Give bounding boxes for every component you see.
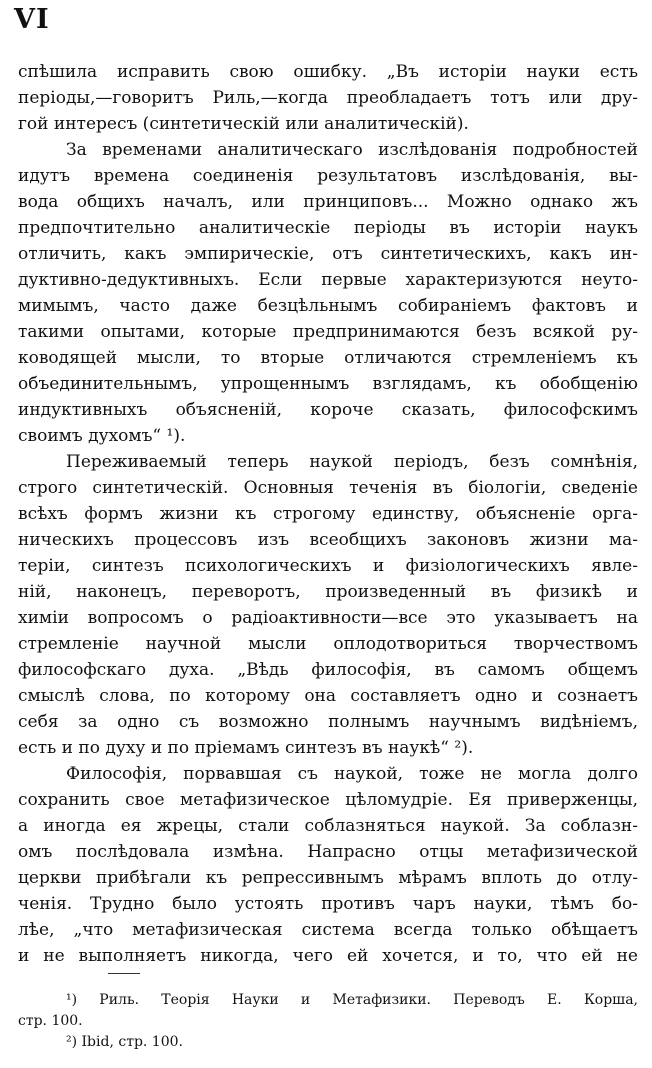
text-line: такими опытами, которые предпринимаются безъ всякой ру- bbox=[18, 322, 638, 342]
text-line: ководящей мысли, то вторые отличаются стремленіемъ къ bbox=[18, 348, 638, 368]
text-line: и не выполняетъ никогда, чего ей хочется, и то, что ей не bbox=[18, 946, 638, 966]
text-line: предпочтительно аналитическіе періоды въ исторіи наукъ bbox=[18, 218, 638, 238]
body-text bbox=[18, 59, 638, 969]
text-line: объединительнымъ, упрощеннымъ взглядамъ, къ обобщенію bbox=[18, 374, 638, 394]
text-line: лѣе, „что метафизическая система всегда только обѣщаетъ bbox=[18, 920, 638, 940]
footnote bbox=[18, 1032, 638, 1053]
text-line: вода общихъ началъ, или принциповъ... Можно однако жъ bbox=[18, 192, 638, 212]
footnote-separator bbox=[108, 973, 140, 974]
text-line: идутъ времена соединенія результатовъ изслѣдованія, вы- bbox=[18, 166, 638, 186]
text-line: Философія, порвавшая съ наукой, тоже не могла долго bbox=[66, 764, 638, 784]
text-line: За временами аналитическаго изслѣдованія подробностей bbox=[66, 140, 638, 160]
text-line: отличить, какъ эмпирическіе, отъ синтетическихъ, какъ ин- bbox=[18, 244, 638, 264]
text-line: церкви прибѣгали къ репрессивнымъ мѣрамъ вплоть до отлу- bbox=[18, 868, 638, 888]
text-line: химіи вопросомъ о радіоактивности—все это указываетъ на bbox=[18, 608, 638, 628]
text-line: а иногда ея жрецы, стали соблазняться наукой. За соблазн- bbox=[18, 816, 638, 836]
text-line: теріи, синтезъ психологическихъ и физіологическихъ явле- bbox=[18, 556, 638, 576]
text-line: ній, наконецъ, переворотъ, произведенный въ физикѣ и bbox=[18, 582, 638, 602]
paragraph bbox=[18, 761, 638, 969]
text-line: стремленіе научной мысли оплодотвориться творчествомъ bbox=[18, 634, 638, 654]
text-line: Переживаемый теперь наукой періодъ, безъ сомнѣнія, bbox=[66, 452, 638, 472]
text-line: есть и по духу и по пріемамъ синтезъ въ наукѣ“ ²). bbox=[18, 738, 474, 758]
text-line: строго синтетическій. Основныя теченія въ біологіи, сведеніе bbox=[18, 478, 638, 498]
footnote-line: ¹) Риль. Теорія Науки и Метафизики. Переводъ Е. Корша, bbox=[66, 992, 638, 1008]
paragraph bbox=[18, 449, 638, 761]
footnote bbox=[18, 990, 638, 1032]
footnotes bbox=[18, 990, 638, 1053]
page-number: VI bbox=[14, 4, 50, 35]
text-line: ченія. Трудно было устоять противъ чаръ науки, тѣмъ бо- bbox=[18, 894, 638, 914]
footnote-line: стр. 100. bbox=[18, 1013, 83, 1029]
text-line: омъ послѣдовала измѣна. Напрасно отцы метафизической bbox=[18, 842, 638, 862]
paragraph bbox=[18, 137, 638, 449]
text-line: періоды,—говоритъ Риль,—когда преобладаетъ тотъ или дру- bbox=[18, 88, 638, 108]
text-line: гой интересъ (синтетическій или аналитическій). bbox=[18, 114, 469, 134]
text-line: спѣшила исправить свою ошибку. „Въ исторіи науки есть bbox=[18, 62, 638, 82]
text-line: дуктивно-дедуктивныхъ. Если первые характеризуются неуто- bbox=[18, 270, 638, 290]
footnote-line: ²) Ibid, стр. 100. bbox=[66, 1034, 183, 1050]
text-line: смыслѣ слова, по которому она составляетъ одно и сознаетъ bbox=[18, 686, 638, 706]
text-line: ническихъ процессовъ изъ всеобщихъ законовъ жизни ма- bbox=[18, 530, 638, 550]
text-line: себя за одно съ возможно полнымъ научнымъ видѣніемъ, bbox=[18, 712, 638, 732]
paragraph bbox=[18, 59, 638, 137]
text-line: своимъ духомъ“ ¹). bbox=[18, 426, 186, 446]
text-line: индуктивныхъ объясненій, короче сказать, философскимъ bbox=[18, 400, 638, 420]
text-line: всѣхъ формъ жизни къ строгому единству, объясненіе орга- bbox=[18, 504, 638, 524]
text-line: мимымъ, часто даже безцѣльнымъ собираніемъ фактовъ и bbox=[18, 296, 638, 316]
text-line: сохранить свое метафизическое цѣломудріе. Ея приверженцы, bbox=[18, 790, 638, 810]
text-line: философскаго духа. „Вѣдь философія, въ самомъ общемъ bbox=[18, 660, 638, 680]
